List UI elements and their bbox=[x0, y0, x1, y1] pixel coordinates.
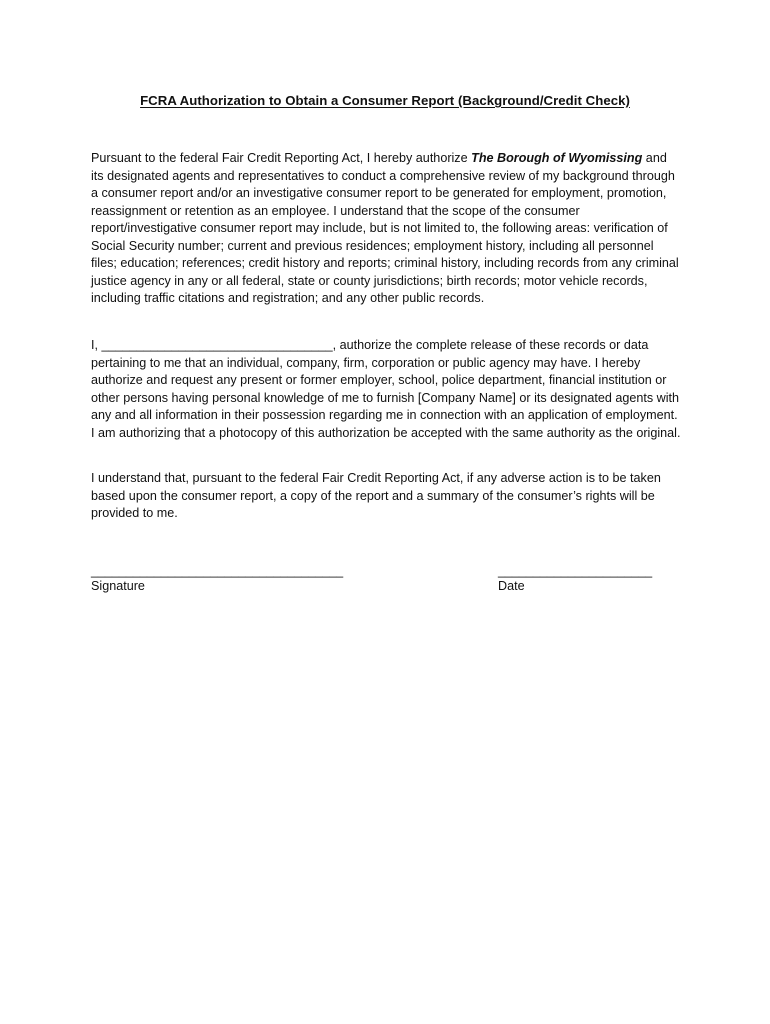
signature-label: Signature bbox=[91, 579, 145, 593]
signature-line: ____________________________________ bbox=[91, 564, 344, 578]
authorization-lead-text: Pursuant to the federal Fair Credit Reporting Act, I hereby authorize bbox=[91, 151, 472, 165]
authorization-paragraph bbox=[91, 150, 681, 308]
authorized-entity-name: The Borough of Wyomissing bbox=[471, 151, 643, 165]
document-title: FCRA Authorization to Obtain a Consumer Report (Background/Credit Check) bbox=[140, 93, 630, 108]
adverse-action-paragraph: I understand that, pursuant to the federal Fair Credit Reporting Act, if any adverse action is to be taken based upon the consumer report, a copy of the report and a summary of the consumer’s rights will be provided to me. bbox=[91, 471, 661, 520]
date-line: ______________________ bbox=[498, 564, 653, 578]
release-paragraph: I, _________________________________, authorize the complete release of these records or data pertaining to me that an individual, company, firm, corporation or public agency may have. I hereby authorize and request any present or former employer, school, police department, financial institution or other persons having personal knowledge of me to furnish [Company Name] or its designated agents with any and all information in their possession regarding me in connection with an application of employment. I am authorizing that a photocopy of this authorization be accepted with the same authority as the original. bbox=[91, 338, 681, 440]
date-label: Date bbox=[498, 579, 525, 593]
authorization-scope-text: and its designated agents and representatives to conduct a comprehensive review of my background through a consumer report and/or an investigative consumer report to be generated for employment, promotion, reassignment or retention as an employee. I understand that the scope of the consumer report/investigative consumer report may include, but is not limited to, the following areas: verification of Social Security number; current and previous residences; employment history, including all personnel files; education; references; credit history and reports; criminal history, including records from any criminal justice agency in any or all federal, state or county jurisdictions; birth records; motor vehicle records, including traffic citations and registration; and any other public records. bbox=[91, 151, 679, 305]
